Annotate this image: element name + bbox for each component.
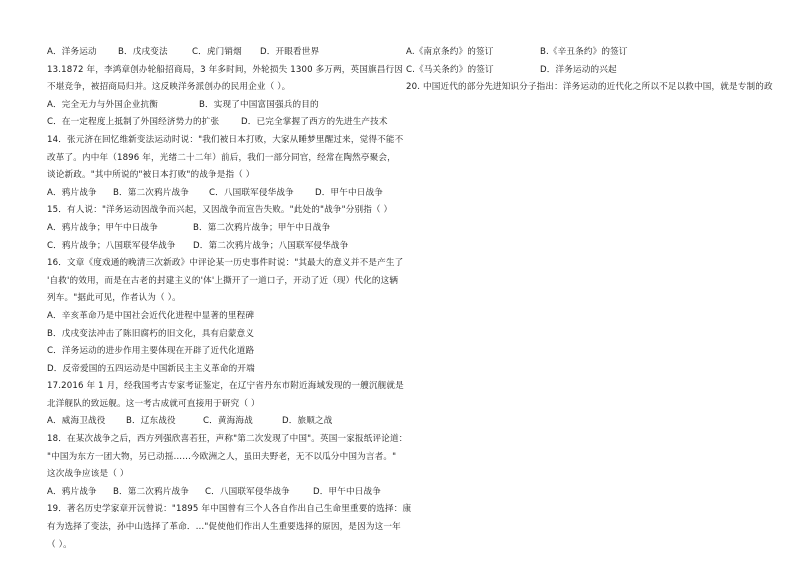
q13-option-c: C．在一定程度上抵制了外国经济势力的扩张 [47, 117, 220, 128]
q13-option-a: A．完全无力与外国企业抗衡 [47, 99, 158, 110]
q19-stem-line3: （ ）。 [47, 539, 72, 550]
q14-options [47, 185, 392, 203]
q12-option-d: D．开眼看世界 [260, 47, 320, 57]
q17-stem-line1: 17.2016 年 1 月，经我国考古专家考证鉴定，在辽宁省丹东市附近海域发现的一艘沉舰就是 [47, 381, 404, 392]
q13-options-row1 [47, 97, 392, 115]
q14-option-d: D．甲午中日战争 [315, 187, 383, 198]
q17-option-c: C．黄海海战 [203, 416, 253, 427]
q13-stem-line1: 13.1872 年，李鸿章创办轮船招商局，3 年多时间，外轮损失 1300 多万两，英国旗昌行因 [47, 64, 404, 75]
q14-option-a: A．鸦片战争 [47, 187, 97, 198]
q14-option-c: C．八国联军侵华战争 [209, 187, 294, 198]
q19-option-b: B.《辛丑条约》的签订 [540, 47, 628, 57]
q17-option-d: D．旅顺之战 [282, 416, 333, 427]
q18-stem-line2: "中国为东方一团大物，另已动摇……今欧洲之人，虽田夫野老，无不以瓜分中国为言者。" [47, 451, 397, 462]
q18-stem-line1: 18．在某次战争之后，西方列强欣喜若狂，声称"第二次发现了中国"。英国一家报纸评论道： [47, 434, 408, 445]
q20-stem-line1: 20. 中国近代的部分先进知识分子指出：洋务运动的近代化之所以不足以救中国，就是专制的政 [406, 82, 773, 93]
q13-options-row2 [47, 114, 392, 132]
q16-stem-line3: 列车。"据此可见，作者认为（ ）。 [47, 293, 181, 304]
q14-option-b: B．第二次鸦片战争 [113, 187, 189, 198]
q19-options-row1 [406, 44, 778, 62]
q12-options [47, 44, 392, 62]
q15-options-row2 [47, 238, 392, 256]
q13-option-d: D．已完全掌握了西方的先进生产技术 [241, 117, 388, 128]
q12-option-a: A．洋务运动 [47, 47, 97, 57]
left-column [47, 44, 412, 554]
q18-option-d: D．甲午中日战争 [313, 486, 381, 497]
q19-stem-line2: 有为选择了变法，孙中山选择了革命．…"促使他们作出人生重要选择的原因，是因为这一年 [47, 522, 401, 533]
q12-option-b: B．戊戌变法 [118, 47, 168, 57]
q17-options [47, 413, 392, 431]
q17-stem-line2: 北洋舰队的致远舰。这一考古成就可直接用于研究（ ） [47, 398, 260, 409]
q16-option-a: A．辛亥革命乃是中国社会近代化进程中显著的里程碑 [47, 310, 255, 321]
q16-option-c: C．洋务运动的进步作用主要体现在开辟了近代化道路 [47, 346, 255, 357]
q13-stem-line2: 不堪竞争，被招商局归并。这反映洋务派创办的民用企业（ ）。 [47, 82, 291, 93]
q18-option-c: C．八国联军侵华战争 [205, 486, 290, 497]
q16-stem-line1: 16．文章《度戏通的晚清三次新政》中评论某一历史事件时说："其最大的意义并不是产生了 [47, 258, 404, 269]
q18-stem-line3: 这次战争应该是（ ） [47, 469, 129, 480]
q14-stem-line2: 改革了。内中年（1896 年，光绪二十二年）前后，我们一部分同官，经常在陶然亭聚会， [47, 152, 396, 163]
q12-option-c: C．虎门销烟 [192, 47, 242, 57]
q16-option-b: B．戊戌变法冲击了陈旧腐朽的旧文化，具有启蒙意义 [47, 328, 255, 339]
q18-option-a: A．鸦片战争 [47, 486, 97, 497]
q15-option-d: D．第二次鸦片战争；八国联军侵华战争 [193, 240, 349, 251]
q15-options-row1 [47, 220, 392, 238]
q14-stem-line3: 谈论新政。"其中所说的"被日本打败"的战争是指（ ） [47, 170, 255, 181]
q19-options-row2 [406, 62, 778, 80]
q15-option-b: B．第二次鸦片战争；甲午中日战争 [193, 222, 331, 233]
q19-option-a: A.《南京条约》的签订 [406, 47, 494, 57]
q14-stem-line1: 14．张元济在回忆维新变法运动时说："我们被日本打败，大家从睡梦里醒过来，觉得不能不 [47, 134, 404, 145]
q15-option-c: C．鸦片战争；八国联军侵华战争 [47, 240, 176, 251]
right-column [406, 44, 778, 97]
q17-option-b: B．辽东战役 [126, 416, 176, 427]
q16-stem-line2: '自救'的效用，而是在古老的封建主义的'体'上撕开了一道口子，开动了近（现）代化的这辆 [47, 275, 399, 286]
q17-option-a: A．威海卫战役 [47, 416, 106, 427]
q16-option-d: D．反帝爱国的五四运动是中国新民主主义革命的开端 [47, 363, 255, 374]
q19-option-c: C.《马关条约》的签订 [406, 64, 494, 75]
q18-options [47, 484, 392, 502]
q13-option-b: B．实现了中国富国强兵的目的 [199, 99, 319, 110]
q19-stem-line1: 19．著名历史学家章开沅曾说："1895 年中国曾有三个人各自作出自己生命里重要的选择：康 [47, 504, 412, 515]
q15-option-a: A．鸦片战争；甲午中日战争 [47, 222, 158, 233]
q18-option-b: B．第二次鸦片战争 [113, 486, 189, 497]
q15-stem-line1: 15．有人说："洋务运动因战争而兴起，又因战争而宣告失败。"此处的"战争"分别指（ ） [47, 205, 393, 216]
q19-option-d: D．洋务运动的兴起 [540, 64, 617, 75]
